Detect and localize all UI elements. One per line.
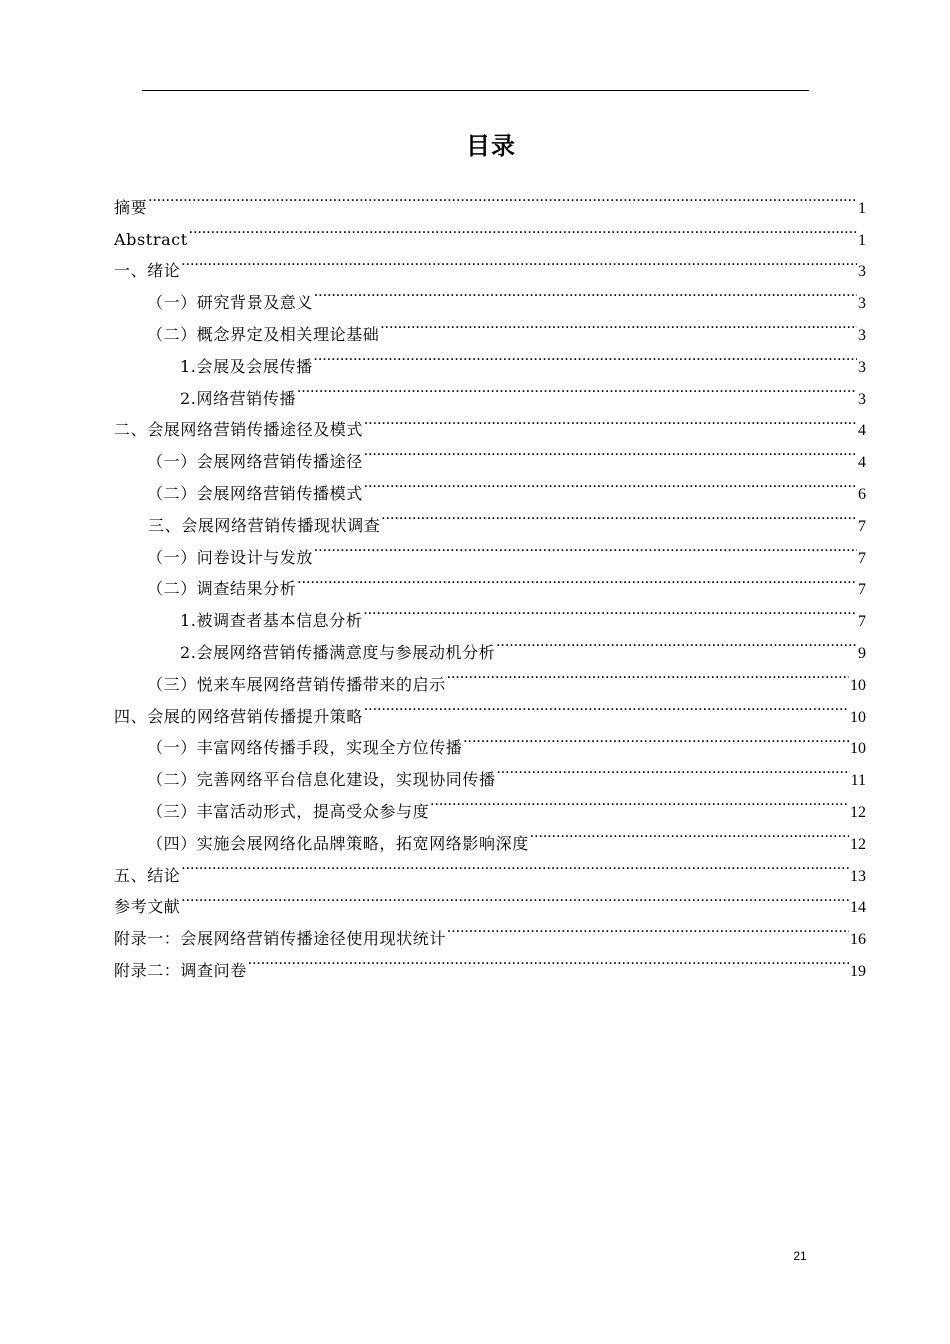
toc-dot-leader <box>380 308 857 340</box>
toc-entry-page: 12 <box>850 803 866 821</box>
toc-dot-leader <box>497 753 850 785</box>
toc-dot-leader <box>447 912 849 944</box>
toc-entry-title: 二、会展网络营销传播途径及模式 <box>114 420 364 440</box>
toc-entry-page: 4 <box>858 454 866 472</box>
toc-entry[interactable] <box>114 213 866 249</box>
toc-dot-leader <box>364 404 857 436</box>
toc-entry-page: 6 <box>858 485 866 503</box>
toc-entry-page: 19 <box>850 962 866 980</box>
toc-entry-page: 7 <box>858 517 866 535</box>
toc-entry-title: （一）研究背景及意义 <box>147 293 314 313</box>
toc-dot-leader <box>381 499 857 531</box>
toc-entry-title: （二）概念界定及相关理论基础 <box>147 324 380 344</box>
toc-entry-page: 3 <box>858 390 866 408</box>
toc-entry-title: （三）丰富活动形式，提高受众参与度 <box>147 801 430 821</box>
toc-dot-leader <box>148 181 857 213</box>
toc-entry[interactable] <box>114 181 866 217</box>
toc-entry[interactable] <box>114 849 866 885</box>
toc-entry-title: 一、绪论 <box>114 261 181 281</box>
toc-entry-page: 7 <box>858 613 866 631</box>
toc-entry-title: （二）完善网络平台信息化建设，实现协同传播 <box>147 770 496 790</box>
toc-entry[interactable] <box>114 881 866 917</box>
toc-dot-leader <box>181 849 849 881</box>
toc-entry-title: （二）会展网络营销传播模式 <box>147 483 363 503</box>
toc-entry[interactable] <box>114 245 866 281</box>
toc-entry-page: 3 <box>858 358 866 376</box>
toc-entry-title: Abstract <box>114 229 188 249</box>
toc-entry-page: 7 <box>858 549 866 567</box>
toc-dot-leader <box>181 881 849 913</box>
toc-entry-title: （三）悦来车展网络营销传播带来的启示 <box>147 674 446 694</box>
toc-dot-leader <box>447 658 849 690</box>
toc-dot-leader <box>364 435 857 467</box>
toc-dot-leader <box>496 626 857 658</box>
toc-entry-page: 10 <box>850 676 866 694</box>
toc-dot-leader <box>297 563 857 595</box>
toc-dot-leader <box>314 340 857 372</box>
toc-entry-title: 2.会展网络营销传播满意度与参展动机分析 <box>180 642 496 662</box>
toc-entry-page: 10 <box>850 708 866 726</box>
toc-entry-title: 五、结论 <box>114 865 181 885</box>
toc-entry-title: （四）实施会展网络化品牌策略，拓宽网络影响深度 <box>147 833 529 853</box>
toc-dot-leader <box>248 944 849 976</box>
toc-dot-leader <box>189 213 857 245</box>
toc-entry-page: 3 <box>858 326 866 344</box>
toc-entry-page: 14 <box>850 899 866 917</box>
header-rule <box>142 90 809 91</box>
toc-dot-leader <box>297 372 857 404</box>
toc-entry-title: 四、会展的网络营销传播提升策略 <box>114 706 364 726</box>
toc-entry[interactable] <box>114 276 866 313</box>
toc-entry-title: （一）丰富网络传播手段，实现全方位传播 <box>147 738 463 758</box>
toc-entry-title: （一）问卷设计与发放 <box>147 547 314 567</box>
toc-dot-leader <box>363 594 857 626</box>
toc-title: 目录 <box>466 132 516 160</box>
toc-entry-title: 三、会展网络营销传播现状调查 <box>148 515 381 535</box>
toc-entry-page: 11 <box>850 772 866 790</box>
toc-entry-page: 10 <box>850 740 866 758</box>
toc-dot-leader <box>364 690 849 722</box>
toc-entry-title: （二）调查结果分析 <box>147 579 297 599</box>
toc-entry-title: 1.被调查者基本信息分析 <box>180 611 363 631</box>
toc-entry-page: 9 <box>858 644 866 662</box>
toc-entry-title: 1.会展及会展传播 <box>180 356 313 376</box>
toc-entry[interactable] <box>114 912 866 949</box>
toc-entry-title: （一）会展网络营销传播途径 <box>147 452 363 472</box>
toc-entry-page: 13 <box>850 867 866 885</box>
toc-entry-page: 7 <box>858 581 866 599</box>
toc-dot-leader <box>314 276 857 308</box>
toc-entry-page: 1 <box>858 199 866 217</box>
toc-dot-leader <box>314 531 857 563</box>
toc-dot-leader <box>463 722 849 754</box>
toc-dot-leader <box>530 817 849 849</box>
toc-entry-page: 3 <box>858 295 866 313</box>
toc-entry-page: 12 <box>850 835 866 853</box>
toc-entry-page: 4 <box>858 422 866 440</box>
toc-entry-page: 1 <box>858 231 866 249</box>
page-number: 21 <box>793 1249 807 1263</box>
toc-dot-leader <box>364 467 857 499</box>
toc-entry-title: 摘要 <box>114 197 148 217</box>
toc-entry-title: 附录二：调查问卷 <box>114 960 247 980</box>
toc-dot-leader <box>430 785 849 817</box>
toc-dot-leader <box>181 245 857 277</box>
table-of-contents <box>114 181 866 980</box>
toc-entry-title: 参考文献 <box>114 897 181 917</box>
toc-entry-title: 2.网络营销传播 <box>180 388 297 408</box>
toc-entry-page: 3 <box>858 263 866 281</box>
toc-entry-page: 16 <box>850 931 866 949</box>
toc-entry-title: 附录一：会展网络营销传播途径使用现状统计 <box>114 929 447 949</box>
